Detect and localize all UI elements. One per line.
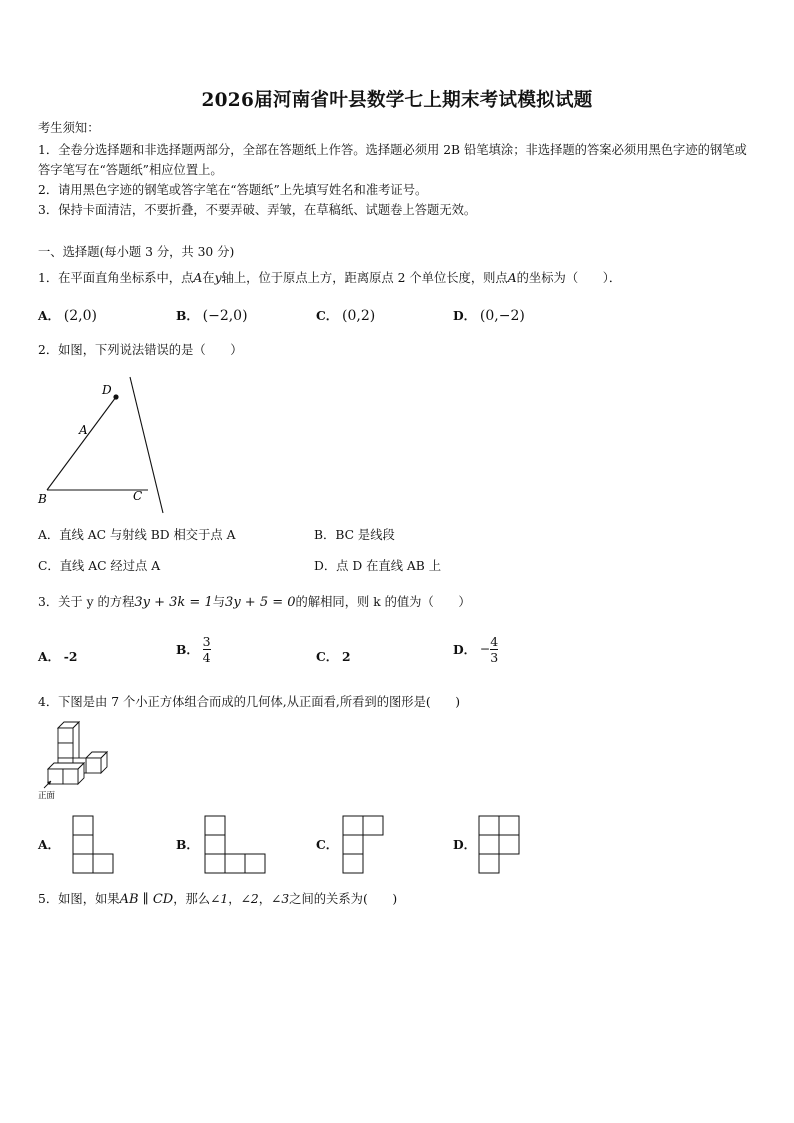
q4-option-c-figure[interactable] — [342, 815, 386, 875]
question-4-stem: 4．下图是由 7 个小正方体组合而成的几何体,从正面看,所看到的图形是( ) — [38, 695, 461, 709]
q4-option-a[interactable]: A． — [38, 837, 60, 852]
fraction-four-thirds: $\frac{4}{3}$ — [490, 634, 499, 665]
q4-option-a-figure[interactable] — [72, 815, 116, 875]
section-heading: 一、选择题(每小题 3 分，共 30 分) — [38, 245, 235, 259]
notice-item-2: 2．请用黑色字迹的钢笔或答字笔在“答题纸”上先填写姓名和准考证号。 — [38, 183, 428, 197]
point-d-dot — [113, 394, 118, 399]
q1-option-d[interactable]: D． (0,−2) — [453, 308, 525, 324]
q3-option-c[interactable]: C． 2 — [316, 649, 351, 664]
q4-option-b-figure[interactable] — [204, 815, 268, 875]
question-1-stem: 1．在平面直角坐标系中，点A在y轴上，位于原点上方，距离原点 2 个单位长度，则点A的坐标为（ ）． — [38, 271, 622, 285]
q3-option-b[interactable]: B． $\frac{3}{4}$ — [176, 634, 211, 665]
q4-option-d[interactable]: D． — [453, 837, 476, 852]
label-d: D — [102, 383, 112, 397]
front-view-label: 正面 — [38, 791, 56, 801]
q2-option-b[interactable]: B．BC 是线段 — [314, 528, 395, 542]
q1-option-a[interactable]: A． (2,0) — [38, 308, 97, 324]
ray-bd — [47, 397, 116, 490]
q2-triangle-figure — [30, 372, 180, 517]
q1-option-c[interactable]: C． (0,2) — [316, 308, 376, 324]
q4-cube-solid-figure — [34, 718, 114, 802]
fraction-three-quarters: $\frac{3}{4}$ — [202, 634, 211, 665]
q3-option-a[interactable]: A． -2 — [38, 649, 78, 664]
q4-option-b[interactable]: B． — [176, 837, 199, 852]
notice-heading: 考生须知： — [38, 121, 100, 135]
q4-option-c[interactable]: C． — [316, 837, 339, 852]
notice-item-3: 3．保持卡面清洁，不要折叠，不要弄破、弄皱，在草稿纸、试题卷上答题无效。 — [38, 203, 477, 217]
q2-option-a[interactable]: A．直线 AC 与射线 BD 相交于点 A — [38, 528, 236, 542]
question-5-stem: 5．如图，如果AB ∥ CD，那么∠1，∠2，∠3之间的关系为( ) — [38, 892, 398, 907]
label-a: A — [79, 423, 88, 437]
q2-option-c[interactable]: C．直线 AC 经过点 A — [38, 559, 161, 573]
q3-option-d[interactable]: D． − $\frac{4}{3}$ — [453, 634, 499, 665]
q1-option-b[interactable]: B． (−2,0) — [176, 308, 248, 324]
question-2-stem: 2．如图，下列说法错误的是（ ） — [38, 343, 243, 357]
q2-option-d[interactable]: D．点 D 在直线 AB 上 — [314, 559, 442, 573]
label-c: C — [133, 489, 143, 503]
label-b: B — [38, 492, 47, 506]
page-title: 2026届河南省叶县数学七上期末考试模拟试题 — [201, 90, 593, 111]
q4-option-d-figure[interactable] — [478, 815, 522, 875]
notice-item-1: 1．全卷分选择题和非选择题两部分，全部在答题纸上作答。选择题必须用 2B 铅笔填涂；非选择题的答案必须用黑色字迹的钢笔或答字笔写在“答题纸”相应位置上。 — [38, 143, 747, 177]
question-3-stem: 3．关于 y 的方程3y + 3k = 1与3y + 5 = 0的解相同，则 k 的值为（ ） — [38, 595, 471, 610]
